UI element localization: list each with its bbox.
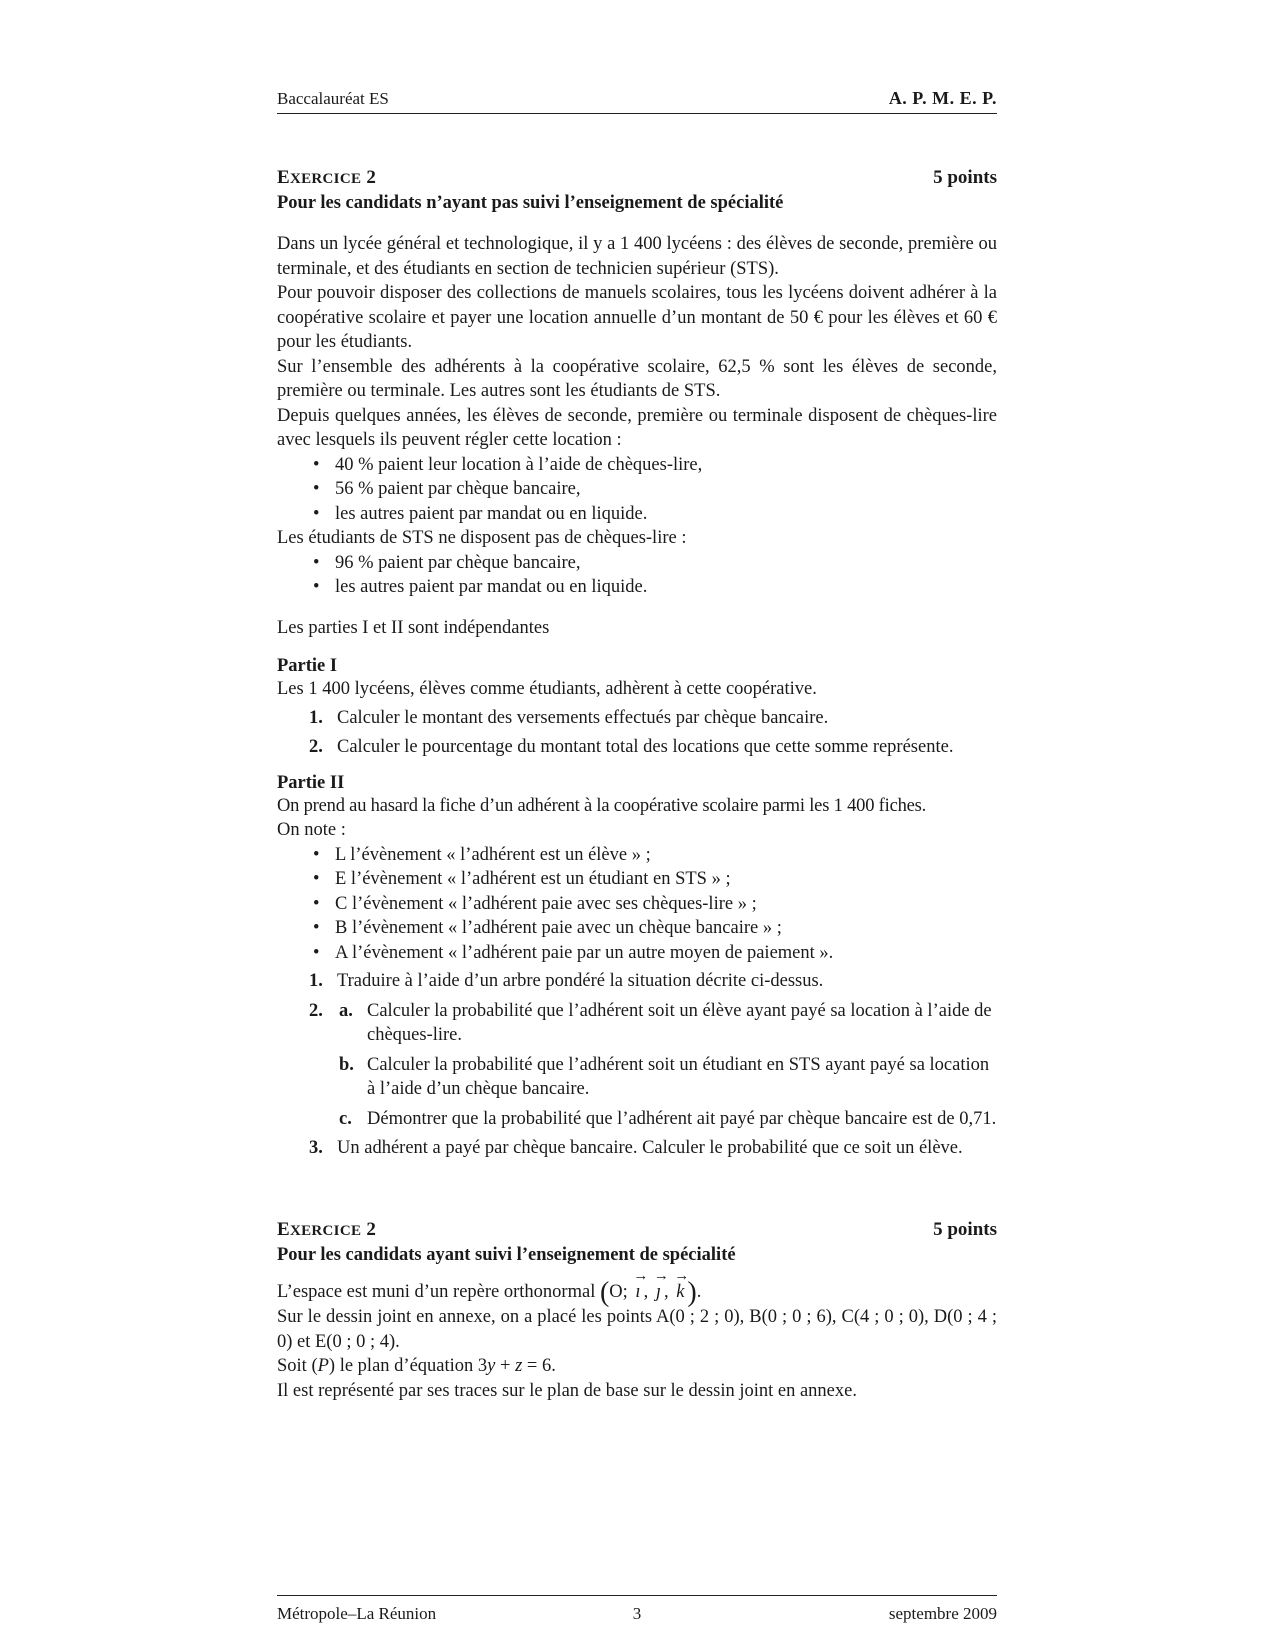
question-1: 1. Traduire à l’aide d’un arbre pondéré la situation décrite ci-dessus. [309, 971, 824, 991]
intro-paragraph: Pour pouvoir disposer des collections de manuels scolaires, tous les lycéens doivent adhérer à la coopérative scolaire et payer une location annuelle d’un montant de 50 € pour les élèves et 60 € pour les étudiants. [277, 283, 997, 352]
exercise-1-subtitle: Pour les candidats n’ayant pas suivi l’enseignement de spécialité [277, 193, 784, 213]
vector-j: → ȷ [653, 1280, 664, 1305]
intro-paragraph: Dans un lycée général et technologique, il y a 1 400 lycéens : des élèves de seconde, première ou terminale, et des étudiants en section de technicien supérieur (STS). [277, 234, 997, 279]
event-item: • L l’évènement « l’adhérent est un élève » ; [313, 843, 997, 868]
exercise-1-points: 5 points [933, 167, 997, 188]
exercise-2 [277, 1219, 997, 1404]
exercise-2-subtitle: Pour les candidats ayant suivi l’enseignement de spécialité [277, 1244, 736, 1265]
question-2b: b. Calculer la probabilité que l’adhérent soit un étudiant en STS ayant payé sa location à l’aide d’un chèque bancaire. [339, 1054, 990, 1099]
event-item: • E l’évènement « l’adhérent est un étudiant en STS » ; [313, 867, 997, 892]
exercise-2-body [277, 1276, 997, 1404]
question-2a: a. Calculer la probabilité que l’adhérent soit un élève ayant payé sa location à l’aide de chèques-lire. [339, 1000, 992, 1045]
list-item: • les autres paient par mandat ou en liquide. [313, 575, 997, 600]
question-2c: c. Démontrer que la probabilité que l’adhérent ait payé par chèque bancaire est de 0,71. [339, 1108, 997, 1129]
points-line: Sur le dessin joint en annexe, on a placé les points A(0 ; 2 ; 0), B(0 ; 0 ; 6), C(4 ; 0 ; 0), D(0 ; 4 ; 0) et E(0 ; 0 ; 4). [277, 1307, 997, 1352]
exercise-1-title: EXERCICE 2 [277, 167, 377, 188]
page-header [277, 88, 997, 114]
exercise-1-heading [277, 167, 997, 189]
repere-line: L’espace est muni d’un repère orthonormal (O; → ı , → ȷ , → k ). [277, 1280, 997, 1306]
question-3: 3. Un adhérent a payé par chèque bancaire. Calculer le probabilité que ce soit un élève. [309, 1138, 963, 1158]
plane-line: Soit (P) le plan d’équation 3y + z = 6. [277, 1356, 556, 1376]
part-2-questions [277, 969, 997, 1161]
part-2-note: On note : [277, 820, 346, 840]
traces-line: Il est représenté par ses traces sur le plan de base sur le dessin joint en annexe. [277, 1380, 857, 1401]
header-left: Baccalauréat ES [277, 89, 389, 108]
intro-paragraph: Sur l’ensemble des adhérents à la coopérative scolaire, 62,5 % sont les élèves de seconde, première ou terminale. Les autres sont les étudiants de STS. [277, 356, 997, 401]
question-2: 2. Calculer le pourcentage du montant total des locations que cette somme représente. [309, 737, 954, 757]
page [277, 88, 997, 1403]
exercise-1-intro [277, 232, 997, 600]
part-2-title: Partie II [277, 772, 345, 793]
events-list [277, 843, 997, 966]
event-item: • A l’évènement « l’adhérent paie par un autre moyen de paiement ». [313, 941, 997, 966]
event-item: • B l’évènement « l’adhérent paie avec un chèque bancaire » ; [313, 916, 997, 941]
event-item: • C l’évènement « l’adhérent paie avec ses chèques-lire » ; [313, 892, 997, 917]
page-footer [277, 1595, 997, 1624]
list-item: • 40 % paient leur location à l’aide de chèques-lire, [313, 453, 997, 478]
part-1 [277, 656, 997, 760]
page-number: 3 [632, 1604, 642, 1623]
list-item: • 96 % paient par chèque bancaire, [313, 551, 997, 576]
question-2-subparts [337, 999, 997, 1132]
parts-independent-note: Les parties I et II sont indépendantes [277, 617, 550, 638]
eleves-payment-list [277, 453, 997, 527]
part-2 [277, 773, 997, 1161]
part-1-intro: Les 1 400 lycéens, élèves comme étudiants, adhèrent à cette coopérative. [277, 679, 817, 699]
header-right: A. P. M. E. P. [888, 88, 997, 108]
exercise-1 [277, 167, 997, 1161]
vector-i: → ı [632, 1280, 643, 1305]
part-1-questions [277, 706, 997, 760]
intro-paragraph: Depuis quelques années, les élèves de seconde, première ou terminale disposent de chèques-lire avec lesquels ils peuvent régler cette location : [277, 405, 997, 450]
question-1: 1. Calculer le montant des versements effectués par chèque bancaire. [309, 707, 829, 728]
exercise-2-title: EXERCICE 2 [277, 1218, 377, 1240]
part-1-title: Partie I [277, 656, 338, 676]
sts-line: Les étudiants de STS ne disposent pas de chèques-lire : [277, 528, 687, 548]
list-item: • 56 % paient par chèque bancaire, [313, 477, 997, 502]
exercise-2-heading [277, 1219, 997, 1241]
exercise-2-points: 5 points [933, 1218, 997, 1240]
part-2-intro: On prend au hasard la fiche d’un adhérent à la coopérative scolaire parmi les 1 400 fiches. [277, 795, 927, 816]
footer-left: Métropole–La Réunion [277, 1604, 437, 1623]
sts-payment-list [277, 551, 997, 600]
footer-right: septembre 2009 [888, 1604, 997, 1623]
vector-k: → k [673, 1280, 687, 1305]
question-2: 2. a. Calculer la probabilité que l’adhérent soit un élève ayant payé sa location à l’aide de chèques-lire. b. Calculer la probabilité que l’adhérent soit un étudiant en STS ayant payé sa location à l’aide d’un chèque bancaire. c. Démontrer que la probabilité que l’adhérent ait payé par chèque bancaire est de 0,71. [277, 999, 997, 1132]
list-item: • les autres paient par mandat ou en liquide. [313, 502, 997, 527]
